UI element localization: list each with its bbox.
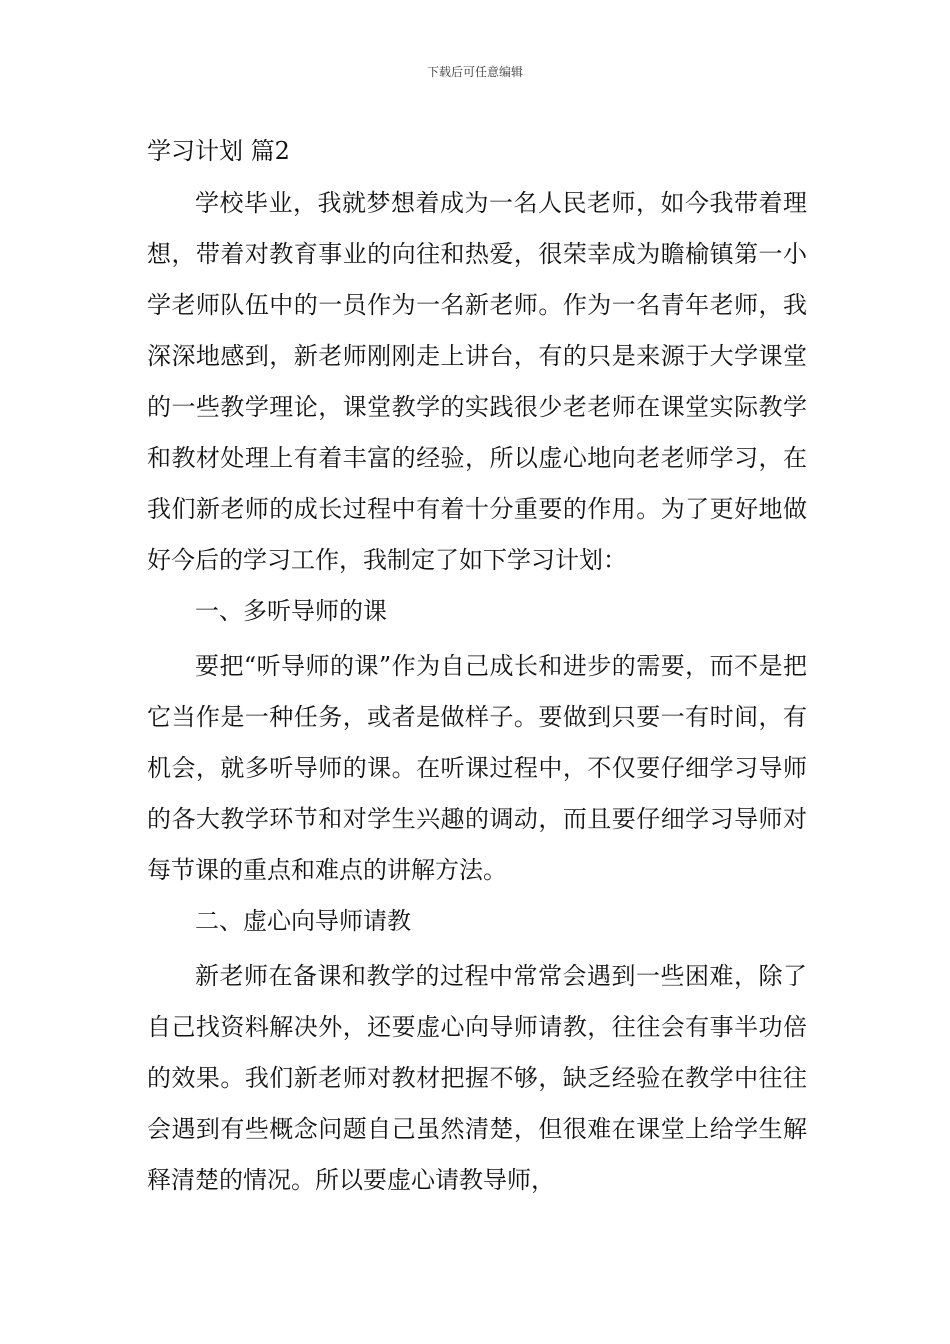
section-body-2: 新老师在备课和教学的过程中常常会遇到一些困难，除了自己找资料解决外，还要虚心向导师请教，往往会有事半功倍的效果。我们新老师对教材把握不够，缺乏经验在教学中往往会遇到有些概念问题自己虽然清楚，但很难在课堂上给学生解释清楚的情况。所以要虚心请教导师， <box>147 962 807 1194</box>
section-heading-2: 二、虚心向导师请教 <box>195 907 411 935</box>
document-body <box>147 128 807 1206</box>
section-heading-1: 一、多听导师的课 <box>195 597 387 625</box>
intro-paragraph: 学校毕业，我就梦想着成为一名人民老师，如今我带着理想，带着对教育事业的向往和热爱，很荣幸成为瞻榆镇第一小学老师队伍中的一员作为一名新老师。作为一名青年老师，我深深地感到，新老师刚刚走上讲台，有的只是来源于大学课堂的一些教学理论，课堂教学的实践很少老老师在课堂实际教学和教材处理上有着丰富的经验，所以虚心地向老老师学习，在我们新老师的成长过程中有着十分重要的作用。为了更好地做好今后的学习工作，我制定了如下学习计划： <box>147 189 807 574</box>
document-title: 学习计划 篇2 <box>147 137 290 165</box>
page-header-note: 下载后可任意编辑 <box>426 65 523 79</box>
section-body-1: 要把“听导师的课”作为自己成长和进步的需要，而不是把它当作是一种任务，或者是做样子。要做到只要一有时间，有机会，就多听导师的课。在听课过程中，不仅要仔细学习导师的各大教学环节和对学生兴趣的调动，而且要仔细学习导师对每节课的重点和难点的讲解方法。 <box>147 652 807 884</box>
